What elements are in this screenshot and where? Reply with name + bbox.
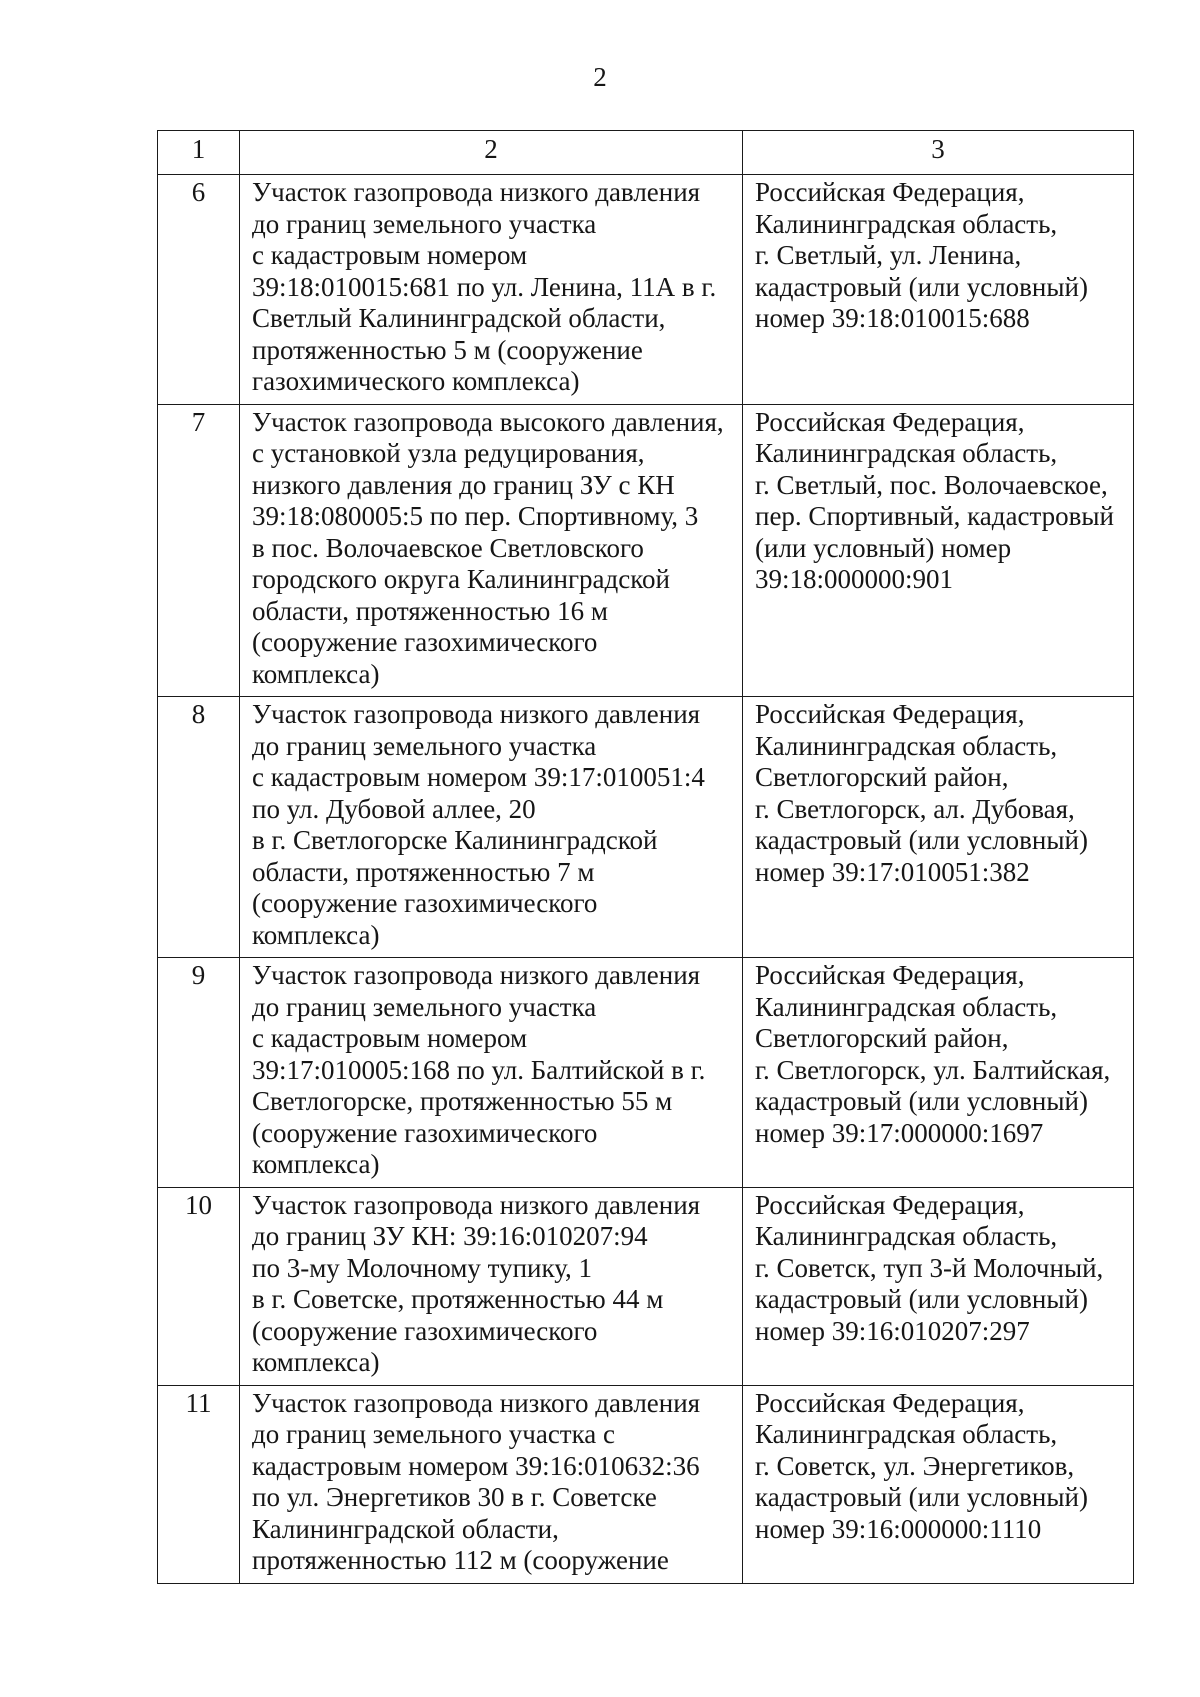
location-line: кадастровый (или условный) (755, 1086, 1088, 1116)
location-line: 39:18:000000:901 (755, 564, 954, 594)
location-line: г. Светлый, ул. Ленина, (755, 240, 1022, 270)
description-line: до границ земельного участка (252, 991, 597, 1022)
location-line: Светлогорский район, (755, 762, 1009, 792)
location-line: кадастровый (или условный) (755, 825, 1088, 855)
description-line: комплекса) (252, 1347, 380, 1377)
location-line: Российская Федерация, (755, 406, 1025, 437)
description-line: 39:17:010005:168 по ул. Балтийской в г. (252, 1054, 706, 1085)
description-line: Участок газопровода низкого давления (252, 1387, 701, 1418)
description-line: до границ земельного участка с (252, 1419, 616, 1449)
location-line: (или условный) номер (755, 532, 1012, 563)
location-line: Российская Федерация, (755, 177, 1025, 207)
description-line: Участок газопровода низкого давления (252, 177, 701, 207)
description-line: до границ земельного участка (252, 208, 597, 239)
location-line: номер 39:16:010207:297 (755, 1315, 1030, 1346)
description-line: 39:18:010015:681 по ул. Ленина, 11А в г. (252, 271, 717, 302)
location-cell (743, 175, 1134, 405)
row-number: 6 (158, 175, 240, 405)
description-line: (сооружение газохимического (252, 1117, 598, 1148)
objects-table (157, 130, 1134, 1584)
location-cell (743, 958, 1134, 1188)
description-line: области, протяженностью 7 м (252, 856, 595, 887)
row-number: 11 (158, 1385, 240, 1583)
object-description-cell (240, 175, 743, 405)
table-row (158, 697, 1134, 958)
description-line: протяженностью 112 м (сооружение (252, 1545, 669, 1575)
description-line: по 3-му Молочному тупику, 1 (252, 1252, 593, 1283)
location-line: Российская Федерация, (755, 1387, 1025, 1418)
location-line: г. Светлогорск, ал. Дубовая, (755, 793, 1075, 824)
description-line: с кадастровым номером 39:17:010051:4 (252, 762, 705, 792)
description-line: комплекса) (252, 658, 380, 689)
description-line: с установкой узла редуцирования, (252, 438, 645, 468)
description-line: Участок газопровода низкого давления (252, 1189, 701, 1220)
location-line: номер 39:16:000000:1110 (755, 1513, 1042, 1544)
description-line: до границ ЗУ КН: 39:16:010207:94 (252, 1221, 648, 1251)
header-row (158, 131, 1134, 175)
description-line: до границ земельного участка (252, 730, 597, 761)
row-number: 10 (158, 1187, 240, 1385)
location-cell (743, 1385, 1134, 1583)
column-header-1: 1 (158, 131, 240, 175)
description-line: протяженностью 5 м (сооружение (252, 334, 643, 365)
description-line: (сооружение газохимического (252, 627, 598, 657)
description-line: комплекса) (252, 919, 380, 950)
location-line: Калининградская область, (755, 208, 1058, 239)
description-line: Участок газопровода низкого давления (252, 960, 701, 990)
row-number: 7 (158, 404, 240, 697)
description-line: в г. Советске, протяженностью 44 м (252, 1284, 664, 1314)
object-description-cell (240, 404, 743, 697)
description-line: по ул. Дубовой аллее, 20 (252, 793, 536, 824)
location-line: Российская Федерация, (755, 1189, 1025, 1220)
row-number: 9 (158, 958, 240, 1188)
column-header-3: 3 (743, 131, 1134, 175)
object-description-cell (240, 697, 743, 958)
object-description-cell (240, 1385, 743, 1583)
table-row (158, 175, 1134, 405)
location-line: Российская Федерация, (755, 699, 1025, 729)
description-line: комплекса) (252, 1149, 380, 1179)
location-line: Калининградская область, (755, 1419, 1058, 1449)
description-line: Светлый Калининградской области, (252, 303, 666, 333)
location-line: Калининградская область, (755, 438, 1058, 468)
location-line: г. Светлогорск, ул. Балтийская, (755, 1054, 1111, 1085)
object-description-cell (240, 958, 743, 1188)
location-line: номер 39:17:000000:1697 (755, 1117, 1044, 1148)
location-line: номер 39:18:010015:688 (755, 303, 1030, 333)
location-line: пер. Спортивный, кадастровый (755, 501, 1114, 531)
description-line: с кадастровым номером (252, 240, 528, 270)
location-cell (743, 697, 1134, 958)
description-line: газохимического комплекса) (252, 366, 580, 396)
table-row (158, 1385, 1134, 1583)
location-cell (743, 404, 1134, 697)
table-row (158, 404, 1134, 697)
description-line: в г. Светлогорске Калининградской (252, 825, 658, 855)
description-line: Участок газопровода низкого давления (252, 699, 701, 729)
page-number: 2 (593, 62, 607, 92)
description-line: Участок газопровода высокого давления, (252, 406, 724, 437)
description-line: низкого давления до границ ЗУ с КН (252, 469, 675, 500)
location-line: Российская Федерация, (755, 960, 1025, 990)
location-line: кадастровый (или условный) (755, 1482, 1088, 1512)
location-line: номер 39:17:010051:382 (755, 856, 1030, 887)
description-line: (сооружение газохимического (252, 1315, 598, 1346)
location-line: г. Советск, туп 3-й Молочный, (755, 1252, 1104, 1283)
description-line: городского округа Калининградской (252, 564, 670, 594)
location-line: Калининградская область, (755, 730, 1058, 761)
location-line: г. Советск, ул. Энергетиков, (755, 1450, 1075, 1481)
row-number: 8 (158, 697, 240, 958)
location-line: Светлогорский район, (755, 1023, 1009, 1053)
description-line: 39:18:080005:5 по пер. Спортивному, 3 (252, 501, 699, 531)
description-line: по ул. Энергетиков 30 в г. Советске (252, 1482, 657, 1512)
location-line: Калининградская область, (755, 991, 1058, 1022)
description-line: Калининградской области, (252, 1513, 559, 1544)
description-line: Светлогорске, протяженностью 55 м (252, 1086, 673, 1116)
description-line: в пос. Волочаевское Светловского (252, 532, 644, 563)
table-body (158, 175, 1134, 1584)
table-row (158, 958, 1134, 1188)
location-line: кадастровый (или условный) (755, 1284, 1088, 1314)
description-line: кадастровым номером 39:16:010632:36 (252, 1450, 700, 1481)
location-cell (743, 1187, 1134, 1385)
location-line: г. Светлый, пос. Волочаевское, (755, 469, 1108, 500)
object-description-cell (240, 1187, 743, 1385)
table-row (158, 1187, 1134, 1385)
description-line: с кадастровым номером (252, 1023, 528, 1053)
column-header-2: 2 (240, 131, 743, 175)
location-line: кадастровый (или условный) (755, 271, 1088, 302)
description-line: (сооружение газохимического (252, 888, 598, 918)
description-line: области, протяженностью 16 м (252, 595, 608, 626)
location-line: Калининградская область, (755, 1221, 1058, 1251)
